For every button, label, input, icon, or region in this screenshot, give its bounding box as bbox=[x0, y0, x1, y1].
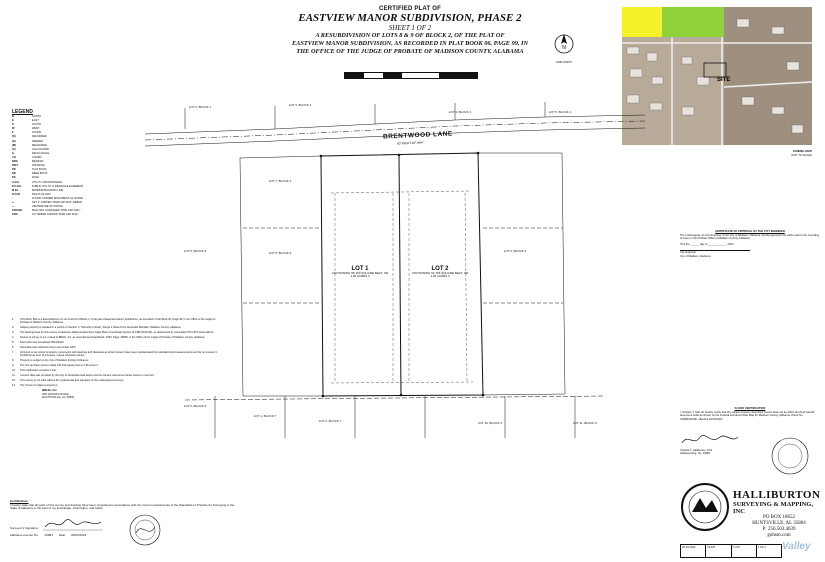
lot-1-area: CONTAINING 55,190 SQUARE FEET, OR 1.26 ACRES ± bbox=[331, 270, 389, 279]
lot-2-label bbox=[410, 268, 470, 279]
note-item bbox=[12, 351, 234, 358]
legend-key: N bbox=[12, 115, 14, 118]
legend-value: CALCULATED bbox=[32, 147, 49, 151]
signature-label: Surveyor's Signature: bbox=[10, 526, 39, 531]
license-label: Alabama License No. bbox=[10, 532, 39, 537]
note-item bbox=[12, 384, 234, 387]
approval-date-line: This the ______ day of ____________, 2023 bbox=[680, 242, 734, 246]
legend-key: P.U.D.E. bbox=[12, 184, 22, 188]
adjoiner-label: LOT 7, BLOCK 2 bbox=[268, 179, 292, 183]
legend-key: PG bbox=[12, 176, 16, 180]
note-item bbox=[12, 374, 234, 377]
certification-text: I hereby state that all parts of this survey and drawing have been completed in accordance with the current requirements of the Standards of Practice for Surveying in the State of Alabama to the best of my knowledge, information, and belief. bbox=[10, 502, 235, 511]
license-number: 29981 bbox=[44, 532, 53, 537]
owner-address-2: HUNTSVILLE, AL 35811 bbox=[42, 395, 75, 400]
plat-title: EASTVIEW MANOR SUBDIVISION, PHASE 2 bbox=[298, 12, 522, 24]
tb-scale: 1"=50' bbox=[732, 545, 757, 557]
city-approval-block bbox=[680, 230, 820, 258]
company-website: gohsm.com bbox=[767, 533, 791, 538]
note-number: 11. bbox=[12, 373, 16, 377]
legend-value: EAST bbox=[32, 119, 39, 123]
legend-key: — bbox=[12, 205, 15, 209]
note-number: 8. bbox=[12, 359, 15, 363]
note-text: This subdivision contains 2 lots. bbox=[20, 368, 57, 372]
legend-value: PAGE bbox=[32, 176, 40, 180]
note-number: 6. bbox=[12, 345, 15, 349]
north-letter: N bbox=[562, 45, 566, 51]
flood-text: I, Charles T. Hall, do hereby certify that the subject property described hereon does not lie within the flood hazard area Zone A/AE as shown on the Federal Insurance Rate Map for Madison County, Alabama, Panel No. 01089C0160F, effective 02/15/2024. bbox=[680, 410, 815, 421]
legend-value: CHORD bbox=[32, 155, 42, 159]
approval-signer: City Engineer bbox=[680, 250, 750, 255]
tb-sheet: 1 OF 2 bbox=[757, 546, 766, 549]
flood-signer: Charles T. Halliburton, PLS bbox=[680, 448, 713, 452]
flood-license: Alabama Reg. No. 29981 bbox=[680, 452, 711, 455]
subtitle-line-1: A RESUBDIVISION OF LOTS 8 & 9 OF BLOCK 2, OF THE PLAT OF bbox=[315, 32, 505, 39]
surveyor-seal-icon bbox=[128, 513, 162, 547]
note-number: 12. bbox=[12, 378, 16, 382]
legend-row bbox=[12, 213, 112, 217]
note-item bbox=[12, 336, 234, 339]
north-arrow bbox=[552, 32, 576, 62]
adjoiner-label: LOT 10, BLOCK 2 bbox=[477, 421, 503, 425]
adjoiner-label: LOT 4, BLOCK 1 bbox=[448, 110, 472, 114]
zoning-site-label: SITE bbox=[717, 77, 731, 83]
legend-value: WEST bbox=[32, 127, 40, 131]
note-text: The bearing base for this survey is based on Alabama East Zone State Plane Coordinate System of 1983 (NAD 83), as determined by redundant RTK GPS observations. bbox=[20, 331, 215, 335]
note-item bbox=[12, 369, 234, 372]
note-item bbox=[12, 318, 234, 325]
legend-key: (D) bbox=[12, 139, 16, 143]
legend-value: FOUND bbox=[32, 131, 42, 135]
note-number: 4. bbox=[12, 336, 15, 340]
legend-value: SOUTH bbox=[32, 123, 42, 127]
legend-value: UTILITY AND DRAINAGE bbox=[32, 180, 62, 184]
surveyor-signature bbox=[43, 517, 103, 531]
flood-title: FLOOD CERTIFICATION bbox=[734, 407, 766, 410]
approval-title: CERTIFICATE OF APPROVAL BY THE CITY ENGINEER bbox=[715, 230, 785, 233]
street-north-edge bbox=[145, 115, 645, 134]
adjacent-lots-outline bbox=[240, 153, 565, 396]
note-item bbox=[12, 346, 234, 349]
note-text: The Owner of subject property is: bbox=[20, 383, 59, 387]
legend-rows bbox=[12, 115, 112, 217]
company-logo-icon bbox=[680, 482, 730, 532]
lot-2-area: CONTAINING 52,766 SQUARE FEET, OR 1.20 ACRES ± bbox=[411, 270, 469, 279]
note-item bbox=[12, 326, 234, 329]
north-label: GRID NORTH bbox=[556, 61, 572, 64]
note-number: 13. bbox=[12, 383, 16, 387]
adjoiner-label: LOT 5, BLOCK 1 bbox=[548, 110, 572, 114]
lot-2-name: LOT 2 bbox=[431, 266, 449, 272]
legend-key: (M) bbox=[12, 143, 16, 147]
adjoiner-label: LOT 6, BLOCK 9 bbox=[183, 404, 207, 408]
watermark: Valley bbox=[782, 541, 811, 552]
legend-value: MAG NAIL IN WASHER "RSM CAP 0101" bbox=[32, 209, 81, 213]
legend-value: NORTH bbox=[32, 115, 42, 118]
adjoiner-label: LOT 3, BLOCK 1 bbox=[288, 103, 312, 107]
subtitle-line-3: THE OFFICE OF THE JUDGE OF PROBATE OF MADISON COUNTY, ALABAMA bbox=[296, 48, 524, 55]
note-text: Field work was completed 05/10/2023. bbox=[20, 341, 65, 345]
legend-key: PB bbox=[12, 168, 16, 172]
legend-key: BRG bbox=[12, 160, 18, 164]
company-name: HALLIBURTON bbox=[733, 489, 821, 501]
legend-key: ● bbox=[12, 200, 14, 204]
legend-key: S bbox=[12, 123, 14, 127]
adjoiner-label: LOT 2, BLOCK 1 bbox=[188, 105, 212, 109]
adjoiner-label: LOT 5, BLOCK 9 bbox=[183, 249, 207, 253]
zoning-map-subtitle: (NOT TO SCALE) bbox=[791, 153, 812, 157]
zoning-map-title: ZONING MAP bbox=[792, 149, 812, 153]
legend-value: DELTA ANGLE bbox=[32, 151, 50, 155]
legend-value: SET 1" CAPPED "RSM CAP 0101" REBAR bbox=[32, 200, 82, 204]
adjoiner-label: LOT 11, BLOCK 2 bbox=[572, 421, 598, 425]
company-address-2: HUNTSVILLE, AL 35804 bbox=[752, 521, 806, 526]
legend-value: BEARING bbox=[32, 160, 44, 164]
date-label: Date bbox=[58, 532, 66, 537]
note-number: 2. bbox=[12, 326, 15, 330]
legend-value: RIGHT-OF-WAY bbox=[32, 192, 51, 196]
certified-label: CERTIFIED PLAT OF bbox=[379, 6, 441, 12]
note-item bbox=[12, 341, 234, 344]
notes-list bbox=[12, 318, 234, 387]
surveyor-certification bbox=[10, 500, 240, 537]
legend-value: MEASURED bbox=[32, 143, 47, 147]
building-setback-lines bbox=[331, 191, 473, 383]
subtitle-line-2: EASTVIEW MANOR SUBDIVISION, AS RECORDED IN PLAT BOOK 06, PAGE 99, IN bbox=[291, 40, 529, 47]
legend-value: CENTERLINE OF PAVING bbox=[32, 205, 63, 209]
adjoiner-label: LOT 5, BLOCK 9 bbox=[268, 251, 292, 255]
note-text: Source of survey is per a deed to BRHG, Inc. as recorded per Deed Book: 0039, Page: 26884, in the Office of the Judge of Probate of Madison County, Alabama. bbox=[20, 336, 206, 340]
note-text: Property is subject to the City of Madison Zoning Ordinance. bbox=[20, 359, 90, 363]
legend bbox=[12, 109, 112, 217]
lot-1-name: LOT 1 bbox=[351, 266, 369, 272]
note-text: All found or set corner boundary monuments with bearings and distances as shown hereon have been substantiated by redundant field measurements and do not exceed 1: 10,000 linear error of precision, unless otherwise shown. bbox=[20, 350, 218, 358]
legend-value: DEED BOOK bbox=[32, 172, 48, 176]
legend-key: (C) bbox=[12, 147, 16, 151]
legend-key: FSM MG bbox=[12, 209, 23, 213]
legend-key: F bbox=[12, 131, 14, 135]
approval-text: The undersigned, as City Engineer of the City of Madison, Alabama, hereby approves the within plat for the recording of same in the Probate Office of Madison County, Alabama. bbox=[680, 233, 820, 240]
note-text: Subject property is situated in a portion of Section 3, Township 4 South, Range 1 West of the Huntsville Meridian, Madison County, Alabama. bbox=[20, 326, 182, 330]
north-arrow-icon bbox=[552, 32, 576, 56]
legend-key: FSM bbox=[12, 213, 18, 217]
legend-key: U.D.E. bbox=[12, 180, 20, 184]
legend-value: PLAT BOOK bbox=[32, 168, 47, 172]
note-number: 10. bbox=[12, 368, 16, 372]
tb-job: 23-187 bbox=[706, 545, 731, 557]
flood-signature bbox=[680, 431, 740, 447]
legend-key: (R) bbox=[12, 135, 16, 139]
note-text: Contour data was provided by the City of Huntsville Data Depot and the contour interval as shown hereon is one foot. bbox=[20, 373, 155, 377]
legend-key: ○ bbox=[12, 196, 14, 200]
note-number: 9. bbox=[12, 364, 15, 368]
company-sub: SURVEYING & MAPPING, INC bbox=[733, 501, 814, 515]
note-item bbox=[12, 359, 234, 362]
legend-title: LEGEND bbox=[12, 109, 33, 115]
note-text: This survey is not valid without the original seal and signature of the undersigned surveyor. bbox=[20, 378, 124, 382]
flood-seal-icon bbox=[770, 436, 810, 476]
lot-1-label bbox=[330, 268, 390, 279]
south-boundary-line bbox=[185, 396, 605, 400]
note-number: 1. bbox=[12, 318, 15, 321]
owner-address-1: 206 SOURIS ROAD bbox=[42, 391, 69, 396]
note-text: The lots as drawn hereon totals 106,011 square feet or 2.46 acres ±. bbox=[20, 364, 99, 368]
general-notes bbox=[12, 318, 234, 400]
adjoiner-label: LOT 6, BLOCK 2 bbox=[503, 249, 527, 253]
certification-title: Certification: bbox=[10, 499, 29, 503]
plat-title-block bbox=[245, 6, 575, 56]
graphic-scale bbox=[344, 72, 478, 79]
legend-key: DB bbox=[12, 172, 16, 176]
legend-key: M.B.L. bbox=[12, 188, 20, 192]
sheet-number: SHEET 1 OF 2 bbox=[388, 24, 432, 32]
legend-value: MINIMUM BUILDING LINE bbox=[32, 188, 64, 192]
legend-value: RECORDED bbox=[32, 135, 47, 139]
interior-lot-lines bbox=[243, 228, 563, 303]
adjoiner-label: LOT 1, BLOCK 7 bbox=[253, 414, 277, 418]
note-number: 3. bbox=[12, 331, 15, 335]
note-number: 5. bbox=[12, 341, 15, 345]
legend-value: DISTANCE bbox=[32, 164, 45, 168]
cert-date: 06/25/2023 bbox=[71, 532, 87, 537]
legend-key: W bbox=[12, 127, 15, 131]
lot-dividing-line bbox=[399, 155, 401, 395]
company-phone: P: 256.503.4639 bbox=[762, 527, 796, 532]
legend-key: DIST bbox=[12, 164, 18, 168]
legend-key: Δ bbox=[12, 151, 14, 155]
adjoiner-label: LOT 2, BLOCK 7 bbox=[318, 419, 342, 423]
street-name: BRENTWOOD LANE bbox=[382, 130, 453, 141]
note-item bbox=[12, 364, 234, 367]
tb-date: 06-20-2023 bbox=[681, 545, 706, 557]
note-number: 7. bbox=[12, 350, 15, 354]
note-item bbox=[12, 331, 234, 334]
company-address-1: PO BOX 18652 bbox=[763, 515, 795, 520]
company-block bbox=[733, 489, 825, 539]
legend-value: FOUND CORNER MONUMENT AS NOTED bbox=[32, 196, 83, 200]
legend-key: R.O.W. bbox=[12, 192, 21, 196]
title-block-table bbox=[680, 544, 782, 558]
legend-value: 1/2" REBAR CAPPED "RSM CAP 0101" bbox=[32, 213, 79, 217]
note-text: This Minor Plat is a Resubdivision of Lots 8 and 9 of Block 2, of the plat of Eastview Manor Subdivision, as recorded in Plat Book 06, Page 99, in the Office of the Judge of Probate of Madison County, Alabama. bbox=[20, 318, 216, 325]
note-text: Field data was collected using Leica Smart GPS. bbox=[20, 345, 77, 349]
street-row: 50' RIGHT-OF-WAY bbox=[396, 140, 424, 146]
legend-key: E bbox=[12, 119, 14, 123]
legend-value: DEEDED bbox=[32, 139, 43, 143]
legend-value: PUBLIC UTILITY & DRAINAGE EASEMENT bbox=[32, 184, 84, 188]
legend-key: CH bbox=[12, 155, 16, 159]
approval-city: City of Madison, Alabama bbox=[680, 254, 711, 258]
owner-name: BRHG, Inc. bbox=[42, 388, 58, 393]
note-item bbox=[12, 379, 234, 382]
